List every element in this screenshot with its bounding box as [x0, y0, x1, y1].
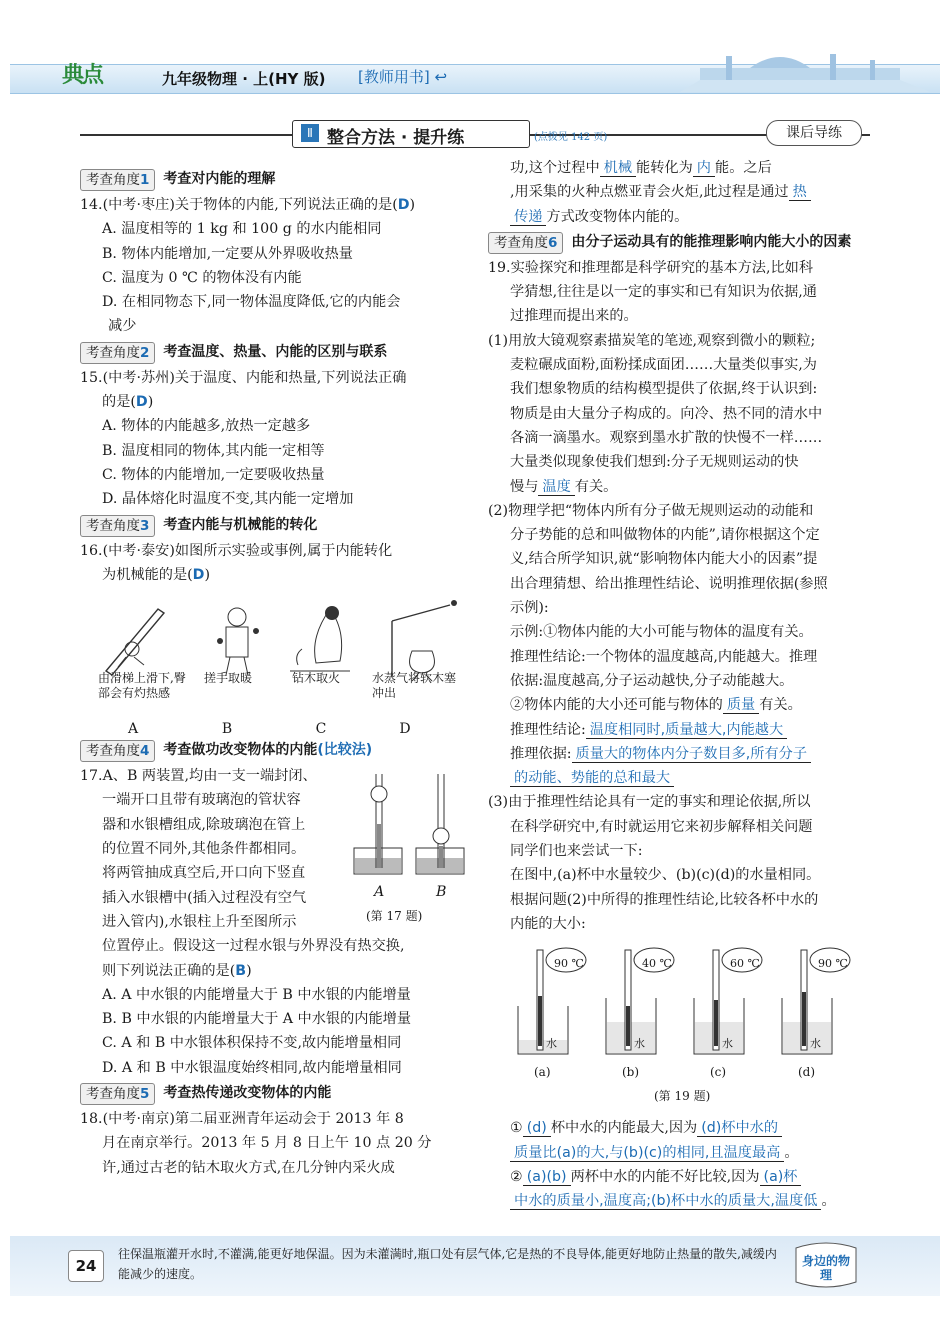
q15-stem: 15.(中考·苏州)关于温度、内能和热量,下列说法正确: [80, 369, 407, 386]
q14-option-cont: 减少: [108, 318, 137, 335]
q16-label: B: [221, 721, 233, 738]
left-column: [80, 166, 472, 1180]
q19-p2: 义,结合所学知识,就“影响物体内能大小的因素”提: [510, 551, 818, 568]
q19-p1: 物质是由大量分子构成的。向冷、热不同的清水中: [510, 405, 823, 422]
q19-answer-2: ② (a)(b) 两杯中水的内能不好比较,因为 (a)杯: [488, 1165, 880, 1189]
category-title: 考查内能与机械能的转化: [163, 516, 318, 533]
q19-p2: 依据:温度越高,分子运动越快,分子动能越大。: [510, 672, 794, 689]
category-badge: 考查角度5: [80, 1083, 155, 1105]
q19-answer-2b: 中水的质量小,温度高;(b)杯中水的质量大,温度低 。: [488, 1189, 880, 1213]
cup-label: (b): [622, 1065, 640, 1080]
q14-answer: D: [397, 197, 410, 213]
q19-blank: 的动能、势能的总和最大: [510, 770, 674, 787]
q19-p2: 示例:①物体内能的大小可能与物体的温度有关。: [510, 624, 813, 641]
q15-option: D. 晶体熔化时温度不变,其内能一定增加: [102, 491, 354, 508]
water-label: 水: [546, 1037, 557, 1051]
q14-option: A. 温度相等的 1 kg 和 100 g 的水内能相同: [102, 221, 382, 238]
page-header: [0, 50, 950, 94]
q16-label: D: [399, 721, 411, 738]
q15-option: B. 温度相同的物体,其内能一定相等: [102, 442, 325, 459]
q19-blank: 温度: [538, 479, 574, 496]
q18-blank: 机械: [600, 160, 636, 177]
q19-answer-1b: 质量比(a)的大,与(b)(c)的相同,且温度最高 。: [488, 1141, 880, 1165]
q18-cont-line: 功,这个过程中 机械 能转化为 内 能。之后: [510, 160, 772, 176]
q15-stem-2: 的是(D): [102, 394, 154, 411]
section-number: Ⅱ: [301, 124, 319, 142]
q19-caption: (第 19 题): [654, 1089, 711, 1104]
section-title: 整合方法 · 提升练: [327, 128, 465, 148]
edition-label: [358, 66, 447, 87]
category-5: [80, 1082, 472, 1105]
category-title: 考查做功改变物体的内能(比较法): [163, 742, 373, 759]
q17-option: C. A 和 B 中水银体积保持不变,故内能增量相同: [102, 1035, 402, 1052]
q19-p2: 推理依据: 质量大的物体内分子数目多,所有分子: [488, 742, 880, 766]
method-tag: (比较法): [317, 742, 373, 759]
q17-line: 的位置不同外,其他条件都相同。: [102, 841, 306, 858]
q19-intro: 过推理而提出来的。: [510, 308, 638, 325]
q19-p2: 出合理猜想、给出推理性结论、说明推理依据(参照: [510, 575, 828, 592]
q15-answer: D: [135, 394, 148, 411]
q17-line: 器和水银槽组成,除玻璃泡在管上: [102, 816, 306, 833]
return-arrow-icon: ↩: [434, 68, 448, 86]
footer-note: 往保温瓶灌开水时,不灌满,能更好地保温。因为未灌满时,瓶口处有层气体,它是热的不良导体,能更好地防止热量的散失,减缓内能减少的速度。: [118, 1247, 777, 1281]
q18-blank: 内: [693, 160, 715, 177]
category-badge: 考查角度2: [80, 342, 155, 364]
q17-caption: (第 17 题): [366, 909, 423, 924]
q16-caption: 水蒸气将软木塞冲出: [372, 671, 457, 701]
q16-answer: D: [192, 566, 205, 583]
q14-option: C. 温度为 0 ℃ 的物体没有内能: [102, 269, 302, 286]
category-title: 考查温度、热量、内能的区别与联系: [163, 343, 388, 360]
q19-blank: 质量比(a)的大,与(b)(c)的相同,且温度最高: [510, 1145, 784, 1162]
category-badge: 考查角度3: [80, 515, 155, 537]
temp-label: 40 ℃: [642, 957, 672, 971]
cup-label: (c): [710, 1065, 727, 1080]
q19-p2: [488, 766, 880, 790]
q19-blank: 中水的质量小,温度高;(b)杯中水的质量大,温度低: [510, 1193, 821, 1210]
temp-label: 90 ℃: [818, 957, 848, 971]
category-title: 由分子运动具有的能推理影响内能大小的因素: [571, 233, 852, 250]
q18-line: 许,通过古老的钻木取火方式,在几分钟内采火成: [102, 1159, 395, 1176]
q19-blank: (a)杯: [760, 1169, 802, 1186]
q17-option: B. B 中水银的内能增量大于 A 中水银的内能增量: [102, 1011, 412, 1028]
q17-line: 将两管抽成真空后,开口向下竖直: [102, 865, 306, 882]
q19-p3: 根据问题(2)中所得的推理性结论,比较各杯中水的: [510, 891, 819, 908]
category-title: 考查热传递改变物体的内能: [163, 1085, 332, 1102]
q19-intro: 学猜想,往往是以一定的事实和已有知识为依据,通: [510, 284, 817, 301]
q18-line: 18.(中考·南京)第二届亚洲青年运动会于 2013 年 8: [80, 1111, 404, 1128]
q16-stem-2: 为机械能的是(D): [102, 566, 210, 583]
cup-label: (a): [534, 1065, 551, 1080]
q19-blank: (a)(b): [523, 1169, 571, 1186]
q19-p2: ②物体内能的大小还可能与物体的 质量 有关。: [510, 697, 802, 714]
q18-blank: 热: [789, 184, 811, 201]
q17-line: 进入管内),水银柱上升至图所示: [102, 913, 297, 930]
category-1: [80, 168, 472, 191]
page-number: 24: [68, 1250, 104, 1282]
brand-logo: 典点: [62, 63, 103, 88]
q16-figure: [80, 587, 472, 737]
book-title: 九年级物理 · 上(HY 版): [162, 70, 326, 88]
q17-figure: [350, 764, 472, 924]
q19-intro: 19.实验探究和推理都是科学研究的基本方法,比如科: [488, 259, 814, 276]
q16-caption: 搓手取暖: [204, 671, 253, 686]
fig-label-b: B: [436, 884, 447, 901]
q19-blank: (d)杯中水的: [697, 1120, 782, 1137]
q19-p2: (2)物理学把“物体内所有分子做无规则运动的动能和: [488, 502, 814, 519]
q17-option: A. A 中水银的内能增量大于 B 中水银的内能增量: [102, 986, 411, 1003]
category-badge: 考查角度1: [80, 169, 155, 191]
q16-caption: 由滑梯上滑下,臀部会有灼热感: [98, 671, 186, 701]
q16-stem: 16.(中考·泰安)如图所示实验或事例,属于内能转化: [80, 542, 393, 559]
q17-answer: B: [235, 962, 247, 979]
q19-blank: 质量大的物体内分子数目多,所有分子: [572, 746, 812, 763]
q19-answer-1: ① (d) 杯中水的内能最大,因为 (d)杯中水的: [488, 1116, 880, 1140]
q16-label: C: [315, 721, 327, 738]
q19-blank: 质量: [723, 697, 759, 714]
water-label: 水: [810, 1037, 821, 1051]
q19-p1: 麦粒碾成面粉,面粉揉成面团……大量类似事实,为: [510, 357, 817, 374]
q19-p1: 我们想象物质的结构模型提供了依据,终于认识到:: [510, 381, 818, 398]
q17-line: 位置停止。假设这一过程水银与外界没有热交换,: [102, 938, 405, 955]
city-skyline-icon: [640, 50, 940, 94]
q16-caption: 钻木取火: [292, 671, 341, 686]
q17-block: [80, 764, 472, 934]
q19-p3: (3)由于推理性结论具有一定的事实和理论依据,所以: [488, 794, 811, 811]
section-title-bar: [0, 120, 950, 148]
q17-line: 一端开口且带有玻璃泡的管状容: [102, 792, 301, 809]
section-reference: (点拨见 142 页): [534, 132, 608, 143]
mercury-tubes-illustration: [350, 764, 472, 904]
category-badge: 考查角度4: [80, 740, 155, 762]
category-badge: 考查角度6: [488, 232, 563, 254]
q16-label: A: [127, 721, 139, 738]
q17-line: 插入水银槽中(插入过程没有空气: [102, 889, 307, 906]
temp-label: 60 ℃: [730, 957, 760, 971]
right-column: [488, 156, 880, 1213]
fig-label-a: A: [374, 884, 385, 901]
q14-option: D. 在相同物态下,同一物体温度降低,它的内能会: [102, 294, 401, 311]
q17-line: 17.A、B 两装置,均由一支一端封闭、: [80, 768, 317, 785]
q17-line: 则下列说法正确的是(B): [102, 962, 252, 979]
category-4: [80, 739, 472, 762]
q18-line: 月在南京举行。2013 年 5 月 8 日上午 10 点 20 分: [102, 1135, 432, 1152]
q19-figure: [488, 936, 880, 1116]
q14-stem: 14.(中考·枣庄)关于物体的内能,下列说法正确的是(D): [80, 197, 416, 213]
q15-option: A. 物体的内能越多,放热一定越多: [102, 418, 311, 435]
q19-p3: 内能的大小:: [510, 915, 586, 932]
physics-badge: [790, 1240, 862, 1290]
cup-label: (d): [798, 1065, 816, 1080]
page-footer: [0, 1236, 950, 1306]
q19-p1: 各滴一滴墨水。观察到墨水扩散的快慢不一样……: [510, 429, 823, 446]
temp-label: 90 ℃: [554, 957, 584, 971]
q19-p3: 在科学研究中,有时就运用它来初步解释相关问题: [510, 818, 813, 835]
q19-p1: (1)用放大镜观察素描炭笔的笔迹,观察到微小的颗粒;: [488, 332, 816, 349]
q19-p3: 在图中,(a)杯中水量较少、(b)(c)(d)的水量相同。: [510, 867, 821, 884]
category-3: [80, 514, 472, 537]
category-title: 考查对内能的理解: [163, 171, 276, 187]
q19-p1: 慢与 温度 有关。: [510, 478, 618, 495]
section-tag: 课后导练: [766, 120, 862, 146]
water-label: 水: [634, 1037, 645, 1051]
q19-p2: 推理性结论: 温度相同时,质量越大,内能越大: [488, 718, 880, 742]
q19-blank: 温度相同时,质量越大,内能越大: [586, 722, 787, 739]
q18-cont-line: 传递 方式改变物体内能的。: [488, 205, 880, 229]
q19-p2: 示例):: [510, 600, 549, 617]
q19-p2: 分子势能的总和叫做物体的内能”,请你根据这个定: [510, 527, 820, 544]
q19-p1: 大量类似现象使我们想到:分子无规则运动的快: [510, 454, 799, 471]
category-6: [488, 231, 880, 254]
q19-p3: 同学们也来尝试一下:: [510, 843, 643, 860]
q15-option: C. 物体的内能增加,一定要吸收热量: [102, 466, 325, 483]
q19-p2: 推理性结论:一个物体的温度越高,内能越大。推理: [510, 648, 818, 665]
q18-cont-line: ,用采集的火种点燃亚青会火炬,此过程是通过 热: [488, 180, 880, 204]
badge-label: 身边的物理: [801, 1254, 850, 1282]
q14-option: B. 物体内能增加,一定要从外界吸收热量: [102, 245, 353, 262]
water-label: 水: [722, 1037, 733, 1051]
q19-blank: (d): [523, 1120, 551, 1137]
edition-text: [教师用书]: [358, 68, 430, 86]
section-title-box: [292, 120, 530, 148]
category-2: [80, 341, 472, 364]
q18-blank: 传递: [510, 209, 546, 226]
q17-option: D. A 和 B 中水银温度始终相同,故内能增量相同: [102, 1059, 402, 1076]
